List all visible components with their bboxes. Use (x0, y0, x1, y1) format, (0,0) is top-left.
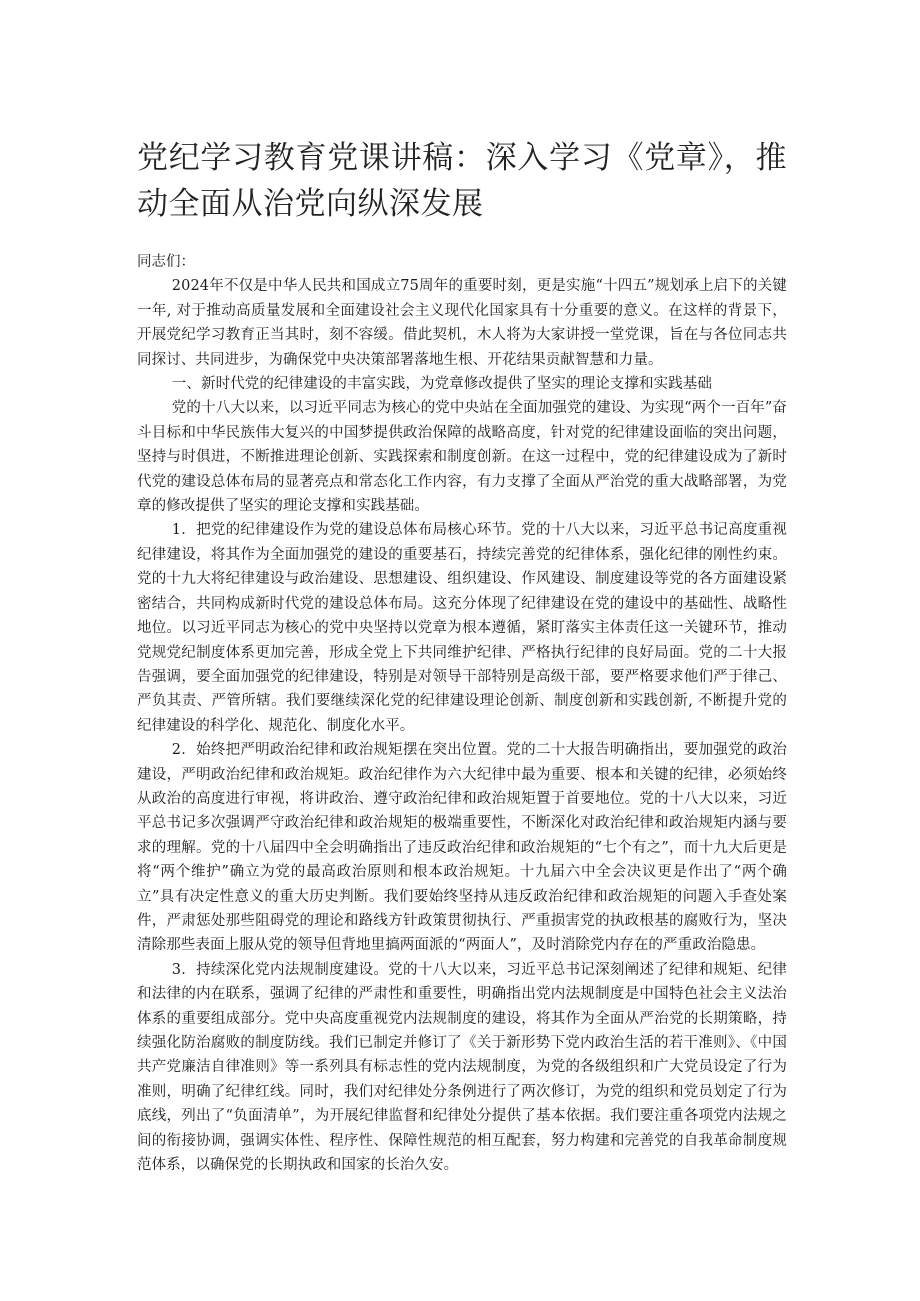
paragraph-point-1: 1．把党的纪律建设作为党的建设总体布局核心环节。党的十八大以来，习近平总书记高度重视纪律建设，将其作为全面加强党的建设的重要基石，持续完善党的纪律体系，强化纪律的刚性约束。党的十九大将纪律建设与政治建设、思想建设、组织建设、作风建设、制度建设等党的各方面建设紧密结合，共同构成新时代党的建设总体布局。这充分体现了纪律建设在党的建设中的基础性、战略性地位。以习近平同志为核心的党中央坚持以党章为根本遵循，紧盯落实主体责任这一关键环节，推动党规党纪制度体系更加完善，形成全党上下共同维护纪律、严格执行纪律的良好局面。党的二十大报告强调，要全面加强党的纪律建设，特别是对领导干部特别是高级干部，要严格要求他们严于律己、严负其责、严管所辖。我们要继续深化党的纪律建设理论创新、制度创新和实践创新, 不断提升党的纪律建设的科学化、规范化、制度化水平。 (137, 522, 787, 734)
paragraph-point-3: 3．持续深化党内法规制度建设。党的十八大以来，习近平总书记深刻阐述了纪律和规矩、纪律和法律的内在联系，强调了纪律的严肃性和重要性，明确指出党内法规制度是中国特色社会主义法治体系的重要组成部分。党中央高度重视党内法规制度的建设，将其作为全面从严治党的长期策略，持续强化防治腐败的制度防线。我们已制定并修订了《关于新形势下党内政治生活的若干准则》、《中国共产党廉洁自律准则》等一系列具有标志性的党内法规制度，为党的各级组织和广大党员设定了行为准则，明确了纪律红线。同时，我们对纪律处分条例进行了两次修订，为党的组织和党员划定了行为底线，列出了“负面清单”，为开展纪律监督和纪律处分提供了基本依据。我们要注重各项党内法规之间的衔接协调，强调实体性、程序性、保障性规范的相互配套，努力构建和完善党的自我革命制度规范体系，以确保党的长期执政和国家的长治久安。 (137, 961, 787, 1174)
paragraph-intro: 2024年不仅是中华人民共和国成立75周年的重要时刻，更是实施“十四五”规划承上启下的关键一年, 对于推动高质量发展和全面建设社会主义现代化国家具有十分重要的意义。在这样的背景下，开展党纪学习教育正当其时，刻不容缓。借此契机，木人将为大家讲授一堂党课，旨在与各位同志共同探讨、共同进步，为确保党中央决策部署落地生根、开花结果贡献智慧和力量。 (137, 278, 787, 368)
paragraph-point-2: 2．始终把严明政治纪律和政治规矩摆在突出位置。党的二十大报告明确指出，要加强党的政治建设，严明政治纪律和政治规矩。政治纪律作为六大纪律中最为重要、根本和关键的纪律，必须始终从政治的高度进行审视，将讲政治、遵守政治纪律和政治规矩置于首要地位。党的十八大以来，习近平总书记多次强调严守政治纪律和政治规矩的极端重要性，不断深化对政治纪律和政治规矩内涵与要求的理解。党的十八届四中全会明确指出了违反政治纪律和政治规矩的“七个有之”，而十九大后更是将“两个维护”确立为党的最高政治原则和根本政治规矩。十九届六中全会决议更是作出了“两个确立”具有决定性意义的重大历史判断。我们要始终坚持从违反政治纪律和政治规矩的问题入手查处案件，严肃惩处那些阻碍党的理论和路线方针政策贯彻执行、严重损害党的执政根基的腐败行为，坚决清除那些表面上服从党的领导但背地里搞两面派的“两面人”，及时消除党内存在的严重政治隐患。 (137, 742, 787, 954)
document-title: 党纪学习教育党课讲稿：深入学习《党章》，推动全面从治党向纵深发展 (137, 140, 787, 222)
salutation: 同志们： (137, 254, 195, 270)
section-heading-1: 一、新时代党的纪律建设的丰富实践，为党章修改提供了坚实的理论支撑和实践基础 (171, 376, 712, 393)
document-page (137, 0, 787, 1177)
paragraph-section-1-intro: 党的十八大以来，以习近平同志为核心的党中央站在全面加强党的建设、为实现“两个一百年”奋斗目标和中华民族伟大复兴的中国梦提供政治保障的战略高度，针对党的纪律建设面临的突出问题，坚持与时俱进，不断推进理论创新、实践探索和制度创新。在这一过程中，党的纪律建设成为了新时代党的建设总体布局的显著亮点和常态化工作内容，有力支撑了全面从严治党的重大战略部署，为党章的修改提供了坚实的理论支撑和实践基础。 (137, 400, 787, 515)
